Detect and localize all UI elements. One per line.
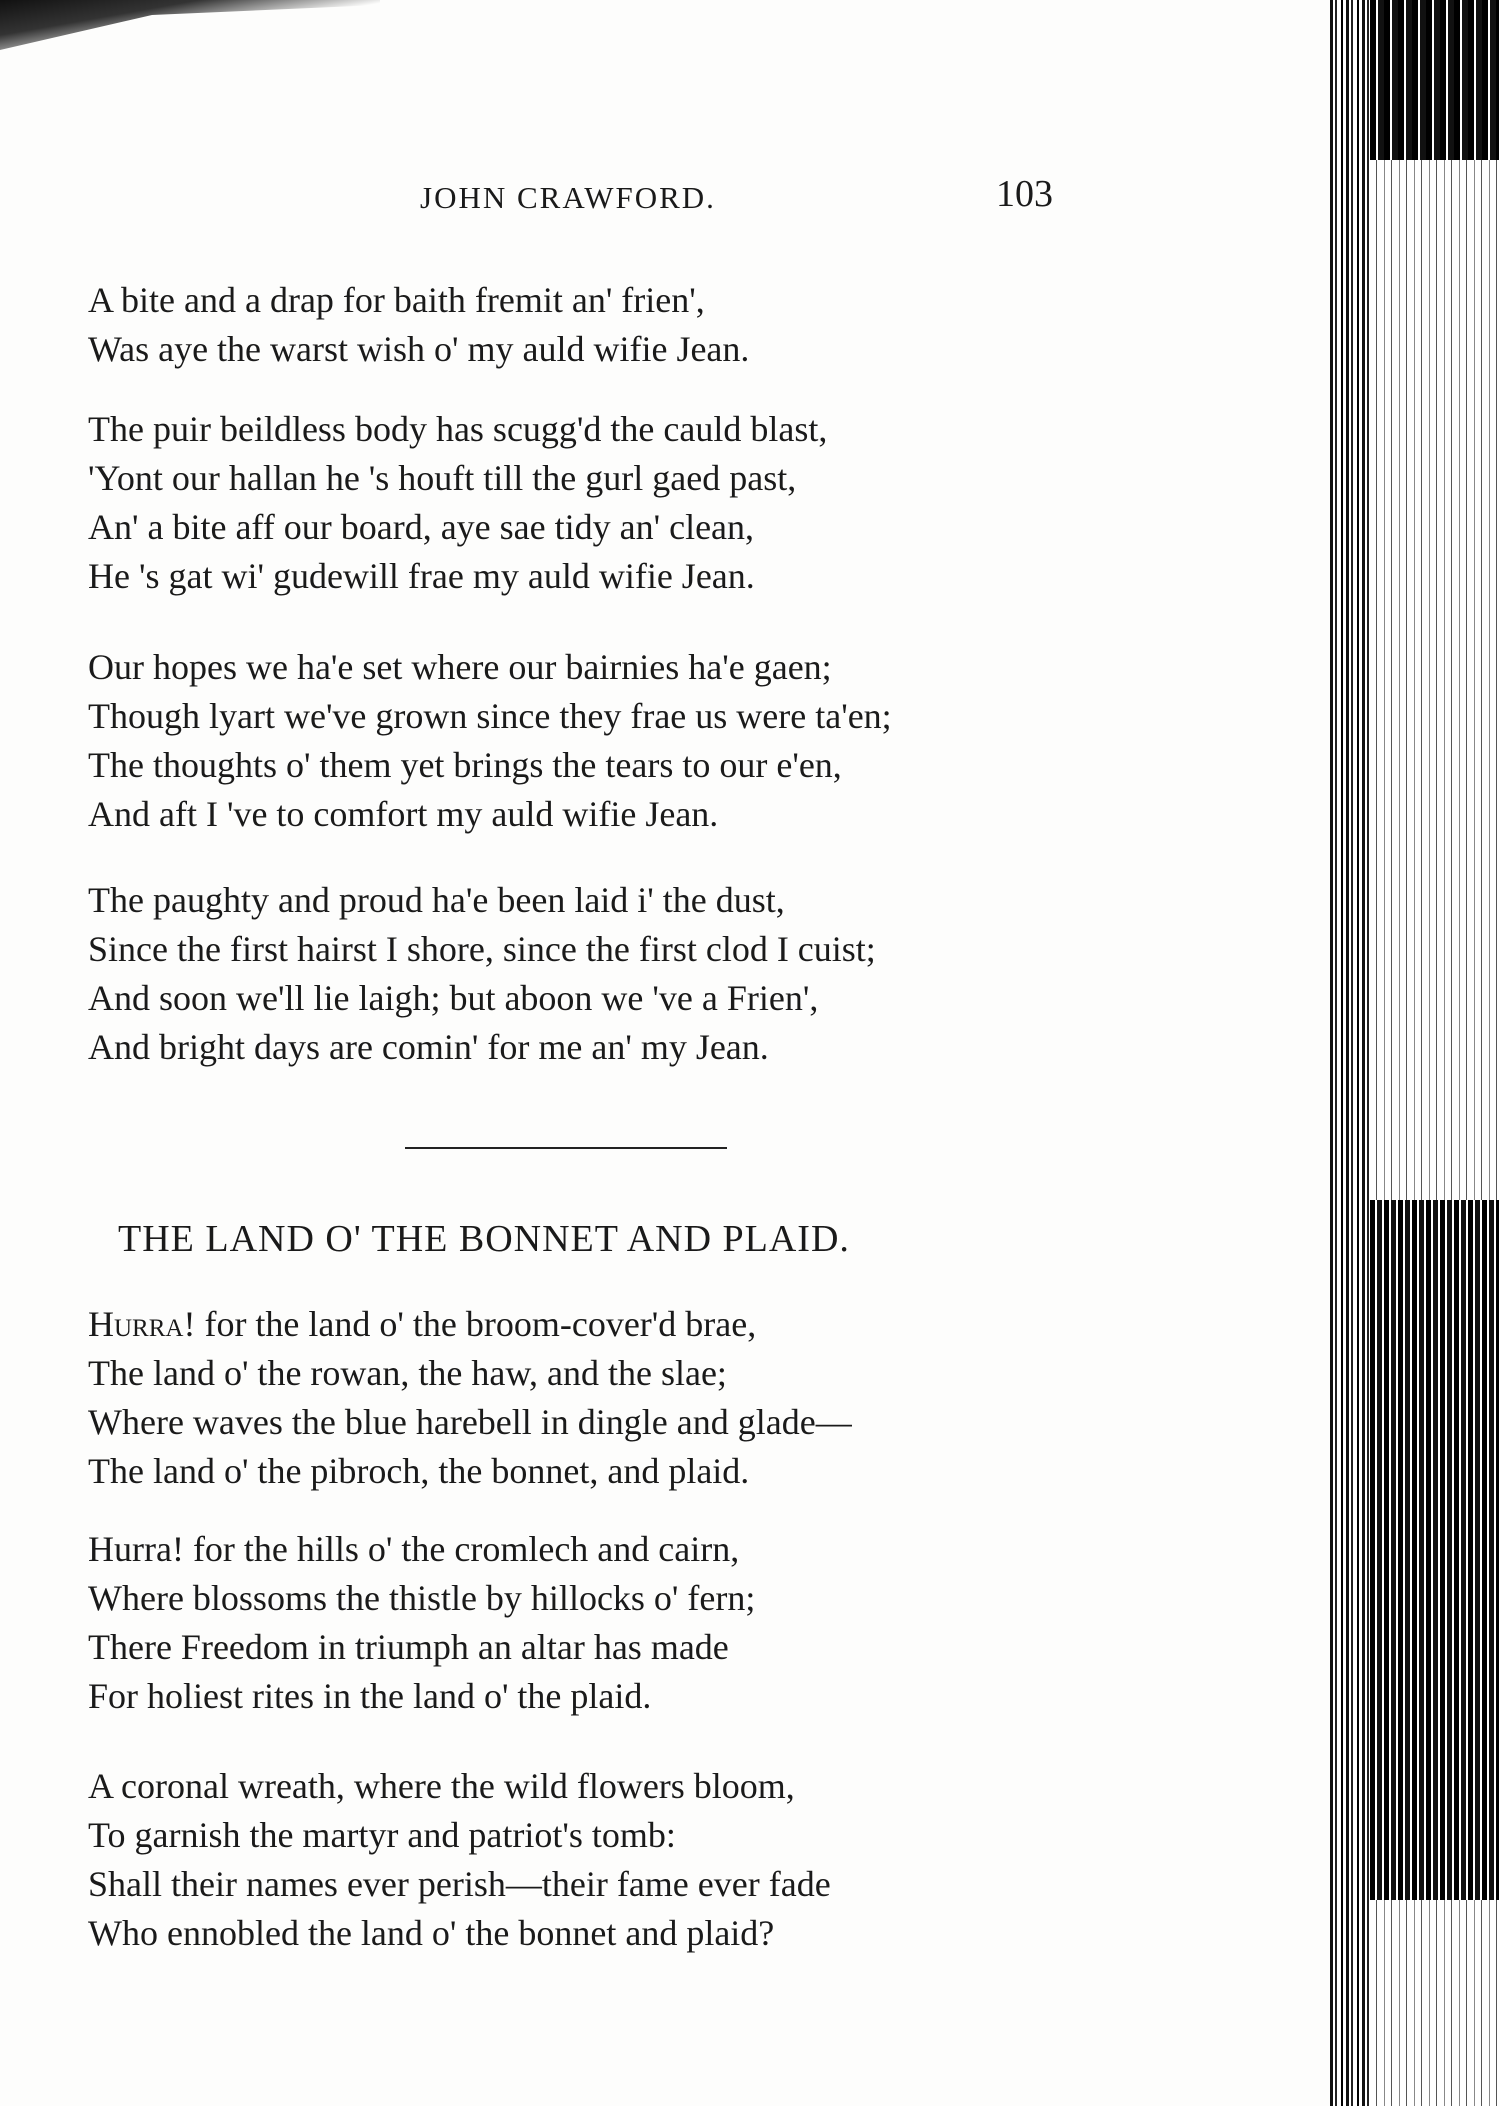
poem-line: Was aye the warst wish o' my auld wifie Jean. — [88, 329, 750, 369]
section-divider — [405, 1147, 727, 1149]
stanza — [88, 643, 892, 839]
poem-line: The land o' the pibroch, the bonnet, and plaid. — [88, 1451, 750, 1491]
poem-line: For holiest rites in the land o' the plaid. — [88, 1676, 652, 1716]
stanza — [88, 1525, 755, 1721]
poem-line: And aft I 've to comfort my auld wifie Jean. — [88, 794, 719, 834]
scan-smudge — [0, 0, 380, 50]
poem-title: THE LAND O' THE BONNET AND PLAID. — [118, 1218, 850, 1260]
page-edge-binding — [1330, 0, 1499, 2106]
page-number: 103 — [996, 173, 1053, 215]
poem-line: Where waves the blue harebell in dingle and glade— — [88, 1402, 852, 1442]
poem-line: A bite and a drap for baith fremit an' frien', — [88, 280, 705, 320]
poem-line: Though lyart we've grown since they frae us were ta'en; — [88, 696, 892, 736]
poem-line — [88, 1300, 852, 1349]
poem-line: Our hopes we ha'e set where our bairnies ha'e gaen; — [88, 647, 832, 687]
poem-line: He 's gat wi' gudewill frae my auld wifie Jean. — [88, 556, 755, 596]
poem-line: The puir beildless body has scugg'd the cauld blast, — [88, 409, 828, 449]
stanza — [88, 1762, 831, 1958]
poem-line: Shall their names ever perish—their fame ever fade — [88, 1864, 831, 1904]
stanza — [88, 276, 749, 374]
poem-line: The land o' the rowan, the haw, and the slae; — [88, 1353, 727, 1393]
running-head: JOHN CRAWFORD. — [420, 180, 716, 215]
poem-line: There Freedom in triumph an altar has made — [88, 1627, 729, 1667]
poem-line: An' a bite aff our board, aye sae tidy an' clean, — [88, 507, 755, 547]
poem-line: And bright days are comin' for me an' my Jean. — [88, 1027, 769, 1067]
stanza — [88, 405, 827, 601]
poem-line: Who ennobled the land o' the bonnet and plaid? — [88, 1913, 775, 1953]
poem-line: A coronal wreath, where the wild flowers bloom, — [88, 1766, 795, 1806]
poem-line: And soon we'll lie laigh; but aboon we 've a Frien', — [88, 978, 819, 1018]
poem-line: Since the first hairst I shore, since the first clod I cuist; — [88, 929, 876, 969]
poem-line: To garnish the martyr and patriot's tomb: — [88, 1815, 676, 1855]
poem-line: The paughty and proud ha'e been laid i' the dust, — [88, 880, 785, 920]
poem-line-rest: ! for the land o' the broom-cover'd brae, — [183, 1304, 757, 1344]
page-edge-top — [1370, 0, 1499, 160]
poem-line: Where blossoms the thistle by hillocks o' fern; — [88, 1578, 756, 1618]
stanza — [88, 876, 876, 1072]
stanza — [88, 1300, 852, 1496]
poem-line: Hurra! for the hills o' the cromlech and cairn, — [88, 1529, 740, 1569]
poem-line: 'Yont our hallan he 's houft till the gurl gaed past, — [88, 458, 797, 498]
opening-word: Hurra — [88, 1304, 184, 1344]
poem-line: The thoughts o' them yet brings the tears to our e'en, — [88, 745, 842, 785]
